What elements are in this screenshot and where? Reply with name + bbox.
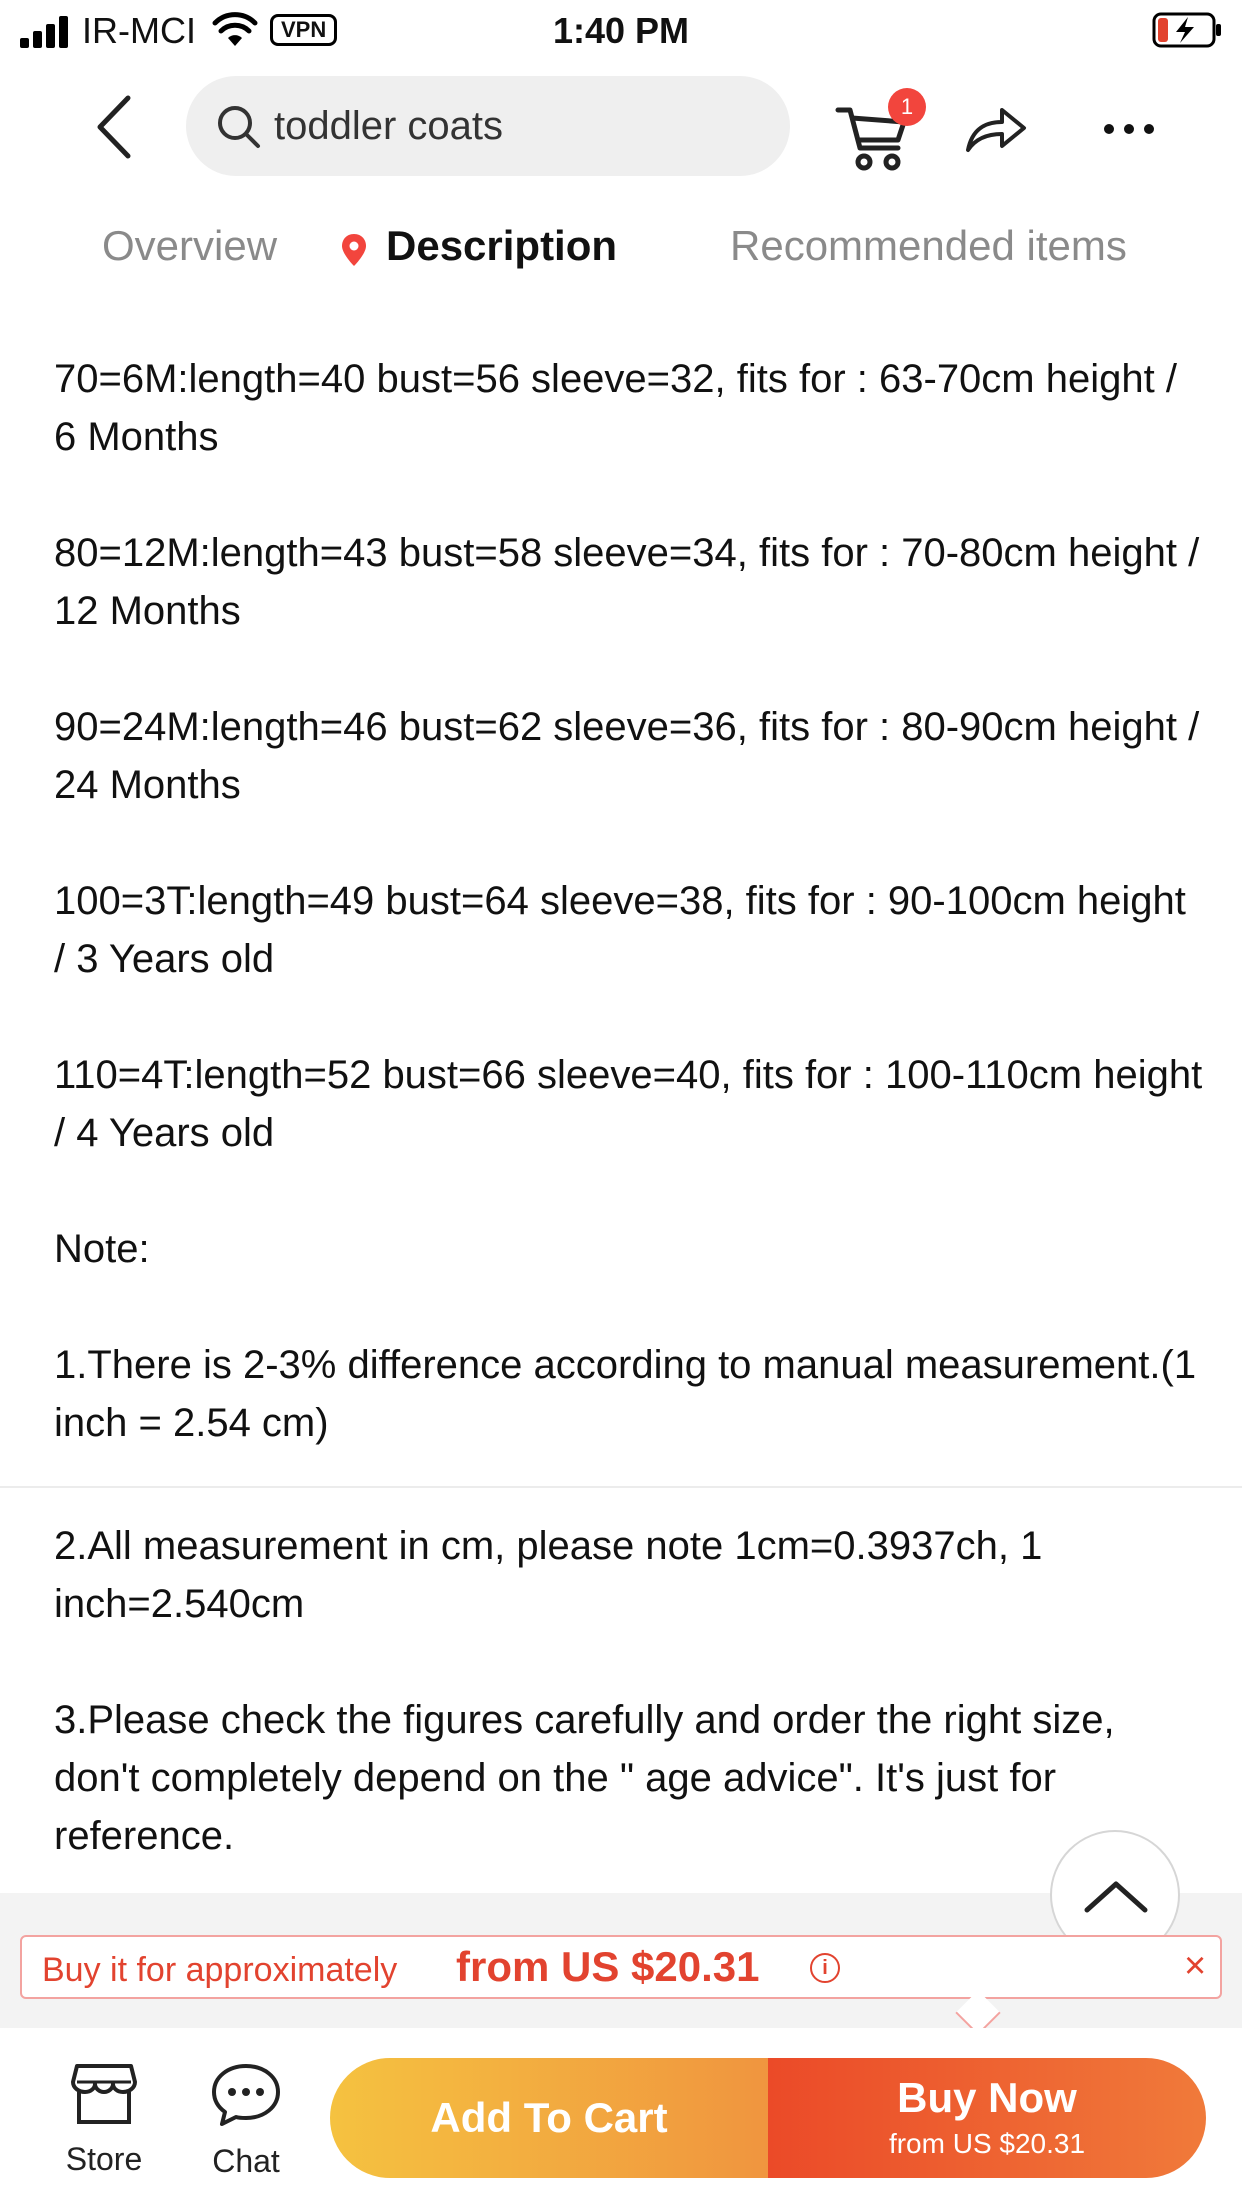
buy-now-price: from US $20.31: [888, 2128, 1086, 2159]
size-line: 90=24M:length=46 bust=62 sleeve=36, fits for : 80-90cm height / 24 Months: [54, 705, 1200, 807]
status-time: 1:40 PM: [552, 10, 690, 51]
chat-label: Chat: [212, 2143, 280, 2179]
tab-description[interactable]: Description: [386, 222, 618, 269]
bottom-action-bar: [0, 2028, 1242, 2208]
add-to-cart-button[interactable]: Add To Cart: [330, 2058, 768, 2178]
info-icon[interactable]: i: [810, 1953, 840, 1983]
chat-icon: [210, 2062, 282, 2128]
store-icon: [69, 2062, 139, 2126]
buy-now-button[interactable]: [768, 2058, 1206, 2178]
more-options-icon[interactable]: [1100, 114, 1160, 144]
location-pin-icon: [340, 232, 368, 268]
product-description-continued: [54, 1517, 1204, 1923]
price-lead-text: Buy it for approximately: [42, 1951, 398, 1989]
product-description: [54, 350, 1204, 1510]
section-divider: [0, 1486, 1242, 1488]
note-heading: Note:: [54, 1227, 150, 1271]
note-line: 1.There is 2-3% difference according to manual measurement.(1 inch = 2.54 cm): [54, 1343, 1197, 1445]
note-line: 3.Please check the figures carefully and order the right size, don't completely depend on the " age advice". It's just for reference.: [54, 1698, 1115, 1858]
close-icon[interactable]: ×: [1184, 1945, 1207, 1987]
vpn-badge: VPN: [270, 14, 337, 46]
carrier-name: IR-MCI: [82, 10, 196, 51]
search-header: [0, 62, 1242, 192]
back-arrow-icon[interactable]: [88, 92, 148, 162]
battery-charging-icon: [1152, 12, 1224, 48]
buy-now-label: Buy Now: [897, 2074, 1077, 2121]
chevron-up-icon: [1081, 1876, 1151, 1916]
tab-overview[interactable]: Overview: [102, 222, 278, 269]
status-bar: [0, 0, 1242, 62]
size-line: 100=3T:length=49 bust=64 sleeve=38, fits for : 90-100cm height / 3 Years old: [54, 879, 1186, 981]
size-line: 110=4T:length=52 bust=66 sleeve=40, fits for : 100-110cm height / 4 Years old: [54, 1053, 1203, 1155]
price-tooltip-banner: [20, 1935, 1222, 1999]
size-line: 70=6M:length=40 bust=56 sleeve=32, fits for : 63-70cm height / 6 Months: [54, 357, 1177, 459]
store-button[interactable]: [44, 2062, 164, 2178]
store-label: Store: [65, 2141, 143, 2177]
search-query: toddler coats: [274, 104, 504, 148]
cart-button[interactable]: [834, 86, 934, 176]
tab-recommended-items[interactable]: Recommended items: [730, 222, 1127, 269]
price-value: from US $20.31: [456, 1943, 760, 1990]
cart-count-badge: 1: [888, 88, 926, 126]
section-tabs: [0, 210, 1242, 290]
note-line: 2.All measurement in cm, please note 1cm=0.3937ch, 1 inch=2.540cm: [54, 1524, 1043, 1626]
size-line: 80=12M:length=43 bust=58 sleeve=34, fits for : 70-80cm height / 12 Months: [54, 531, 1200, 633]
chat-button[interactable]: [186, 2062, 306, 2180]
share-icon[interactable]: [964, 100, 1028, 156]
search-icon: [216, 104, 262, 150]
search-input[interactable]: [186, 76, 790, 176]
purchase-buttons: [330, 2058, 1206, 2178]
